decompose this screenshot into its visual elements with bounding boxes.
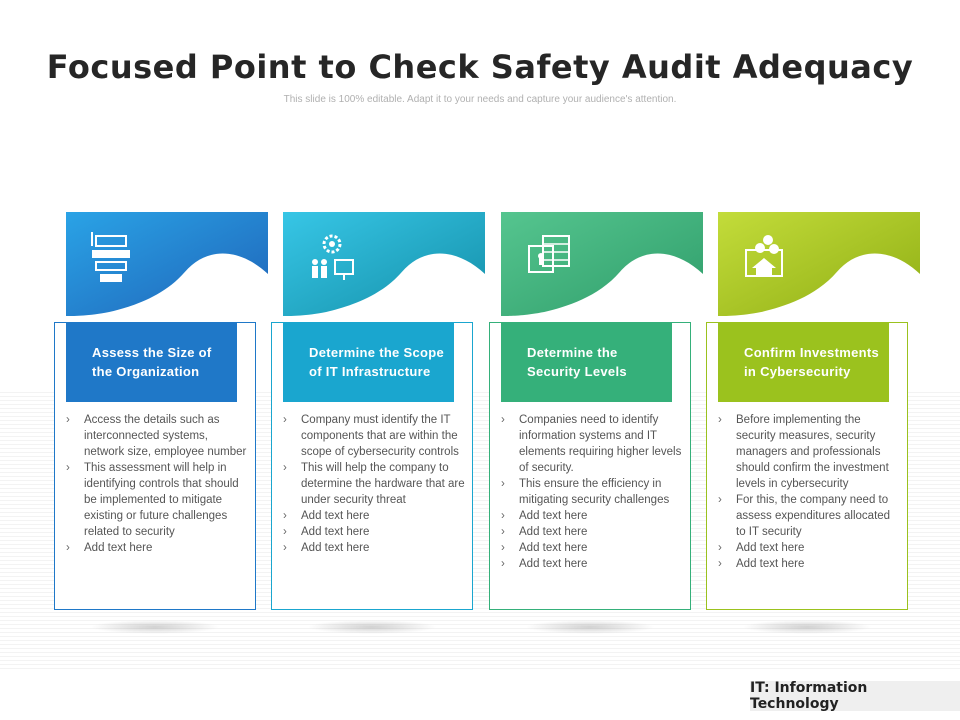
- list-item: › Add text here: [716, 540, 902, 556]
- list-item: › Before implementing the security measures, security managers and professionals should confirm the investment levels in cybersecurity: [716, 412, 902, 492]
- card-heading: Confirm Investments in Cybersecurity: [718, 322, 889, 402]
- card-shadow: [742, 620, 872, 634]
- card-investments: [706, 212, 908, 612]
- card-header: [283, 212, 470, 402]
- card-shadow: [525, 620, 655, 634]
- card-bullets: [716, 412, 902, 572]
- card-assess-size: [54, 212, 256, 612]
- card-bullets: [64, 412, 250, 556]
- building-icon: [90, 232, 140, 284]
- list-item: › Company must identify the IT components that are within the scope of cybersecurity controls: [281, 412, 467, 460]
- card-it-scope: [271, 212, 473, 612]
- list-item: › Add text here: [716, 556, 902, 572]
- list-item: › Add text here: [64, 540, 250, 556]
- card-header: [718, 212, 905, 402]
- card-bullets: [499, 412, 685, 572]
- list-item: › Companies need to identify information systems and IT elements requiring higher levels of security.: [499, 412, 685, 476]
- card-header: [501, 212, 688, 402]
- list-item: › For this, the company need to assess expenditures allocated to IT security: [716, 492, 902, 540]
- list-item: › Add text here: [281, 508, 467, 524]
- investment-house-icon: [742, 232, 792, 284]
- list-item: › This assessment will help in identifying controls that should be implemented to mitigate existing or future challenges related to security: [64, 460, 250, 540]
- card-heading: Assess the Size of the Organization: [66, 322, 237, 402]
- card-heading: Determine the Scope of IT Infrastructure: [283, 322, 454, 402]
- card-security-levels: [489, 212, 691, 612]
- list-item: › This ensure the efficiency in mitigating security challenges: [499, 476, 685, 508]
- card-heading: Determine the Security Levels: [501, 322, 672, 402]
- list-item: › Add text here: [499, 524, 685, 540]
- gear-people-icon: [307, 232, 357, 284]
- list-item: › Add text here: [499, 508, 685, 524]
- list-item: › Add text here: [499, 556, 685, 572]
- list-item: › Add text here: [499, 540, 685, 556]
- list-item: › Add text here: [281, 540, 467, 556]
- card-bullets: [281, 412, 467, 556]
- firewall-icon: [525, 232, 575, 284]
- page-subtitle: This slide is 100% editable. Adapt it to your needs and capture your audience's attention.: [283, 94, 677, 105]
- card-shadow: [90, 620, 220, 634]
- list-item: › Access the details such as interconnected systems, network size, employee number: [64, 412, 250, 460]
- card-header: [66, 212, 253, 402]
- list-item: › Add text here: [281, 524, 467, 540]
- footer-note: IT: Information Technology: [750, 681, 960, 711]
- list-item: › This will help the company to determine the hardware that are under security threat: [281, 460, 467, 508]
- card-shadow: [307, 620, 437, 634]
- page-title: Focused Point to Check Safety Audit Adequacy: [46, 48, 914, 86]
